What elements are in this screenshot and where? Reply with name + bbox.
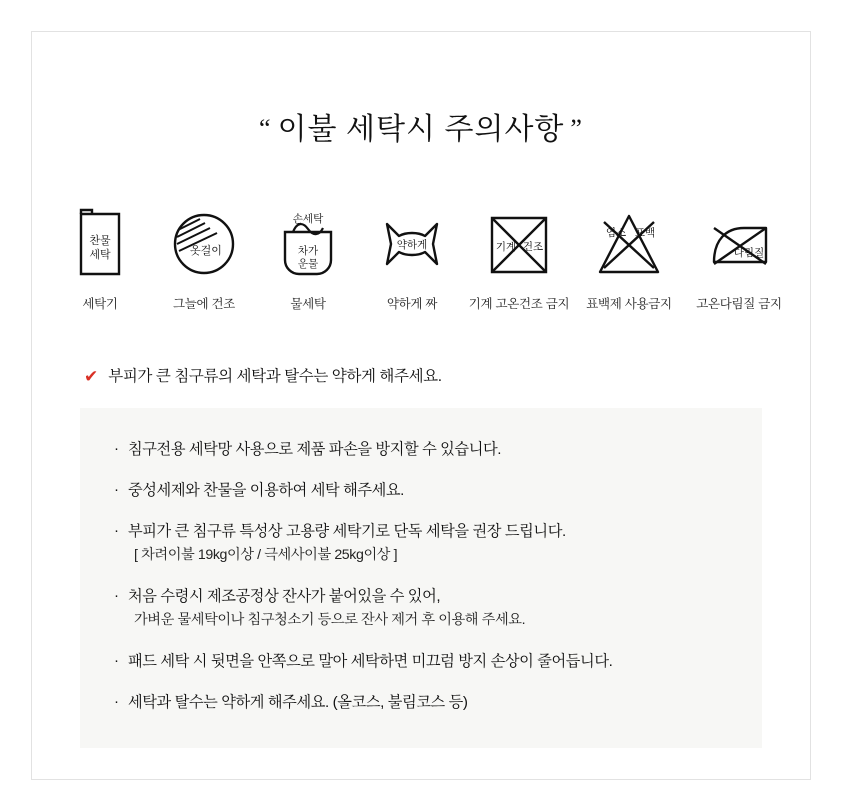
gentle-wring-label: 약하게: [396, 239, 428, 251]
no-hot-iron-icon: [700, 206, 778, 282]
bullet-icon: ·: [114, 522, 119, 539]
note-main-text: 세탁과 탈수는 약하게 해주세요. (올코스, 불림코스 등): [128, 694, 468, 711]
care-symbol-caption: 그늘에 건조: [172, 297, 236, 311]
note-main-text: 부피가 큰 침구류 특성상 고용량 세탁기로 단독 세탁을 권장 드립니다.: [128, 523, 566, 540]
care-symbol-no-bleach: [587, 206, 671, 312]
bullet-icon: ·: [114, 481, 119, 498]
washer-cold-label-1: 찬물: [89, 235, 111, 247]
title-text: 이불 세탁시 주의사항: [277, 113, 565, 146]
check-icon: ✔: [84, 366, 99, 386]
care-symbol-no-tumble-dry: [468, 206, 570, 312]
care-symbol-hand-wash: [269, 206, 347, 312]
list-item: [114, 691, 728, 714]
highlight-note: [32, 364, 810, 386]
note-main-text: 패드 세탁 시 뒷면을 안쪽으로 말아 세탁하면 미끄럼 방지 손상이 줄어듭니다.: [128, 653, 613, 670]
list-item: [114, 650, 728, 673]
no-bleach-label-1: 염소: [605, 227, 627, 239]
care-symbol-caption: 고온다림질 금지: [696, 297, 782, 311]
care-symbol-no-hot-iron: [697, 206, 781, 312]
list-item: [114, 479, 728, 502]
shade-dry-label: 옷걸이: [190, 245, 222, 257]
highlight-note-text: 부피가 큰 침구류의 세탁과 탈수는 약하게 해주세요.: [108, 368, 442, 385]
hand-wash-label-3: 운물: [297, 258, 319, 270]
gentle-wring-icon: [373, 206, 451, 282]
title-close-quote: ”: [570, 114, 583, 143]
bullet-icon: ·: [114, 587, 119, 604]
note-sub-text: 가벼운 물세탁이나 침구청소기 등으로 잔사 제거 후 이용해 주세요.: [134, 612, 526, 628]
note-main-text: 중성세제와 찬물을 이용하여 세탁 해주세요.: [128, 482, 404, 499]
care-symbol-washer-cold: [61, 206, 139, 312]
no-tumble-dry-label-2: 건조: [522, 241, 544, 253]
no-tumble-dry-icon: [480, 206, 558, 282]
hand-wash-label-2: 차가: [297, 245, 319, 257]
bullet-icon: ·: [114, 652, 119, 669]
washer-cold-icon: [61, 206, 139, 282]
no-tumble-dry-label-1: 기계: [495, 241, 517, 253]
hand-wash-label-1: 손세탁: [292, 213, 324, 225]
hand-wash-icon: [269, 206, 347, 282]
bullet-icon: ·: [114, 440, 119, 457]
care-symbol-caption: 표백제 사용금지: [586, 297, 672, 311]
no-bleach-label-2: 표백: [634, 227, 656, 239]
no-hot-iron-label: 다림질: [733, 247, 765, 259]
title-open-quote: “: [259, 114, 272, 143]
list-item: [114, 520, 728, 567]
care-symbol-caption: 약하게 짜: [386, 297, 438, 311]
care-symbol-caption: 물세탁: [290, 297, 326, 311]
washer-cold-label-2: 세탁: [89, 249, 111, 261]
notes-panel: [80, 408, 762, 748]
shade-dry-icon: [165, 206, 243, 282]
care-instructions-card: [31, 31, 811, 780]
list-item: [114, 585, 728, 632]
note-sub-text: [ 차려이불 19kg이상 / 극세사이불 25kg이상 ]: [134, 547, 398, 563]
care-symbol-row: [32, 206, 810, 312]
page-title: [32, 104, 810, 148]
care-symbol-caption: 세탁기: [82, 297, 118, 311]
care-symbol-shade-dry: [165, 206, 243, 312]
no-bleach-icon: [590, 206, 668, 282]
care-symbol-gentle-wring: [373, 206, 451, 312]
care-symbol-caption: 기계 고온건조 금지: [468, 297, 570, 311]
note-main-text: 처음 수령시 제조공정상 잔사가 붙어있을 수 있어,: [128, 588, 441, 605]
note-main-text: 침구전용 세탁망 사용으로 제품 파손을 방지할 수 있습니다.: [128, 441, 502, 458]
bullet-icon: ·: [114, 693, 119, 710]
list-item: [114, 438, 728, 461]
